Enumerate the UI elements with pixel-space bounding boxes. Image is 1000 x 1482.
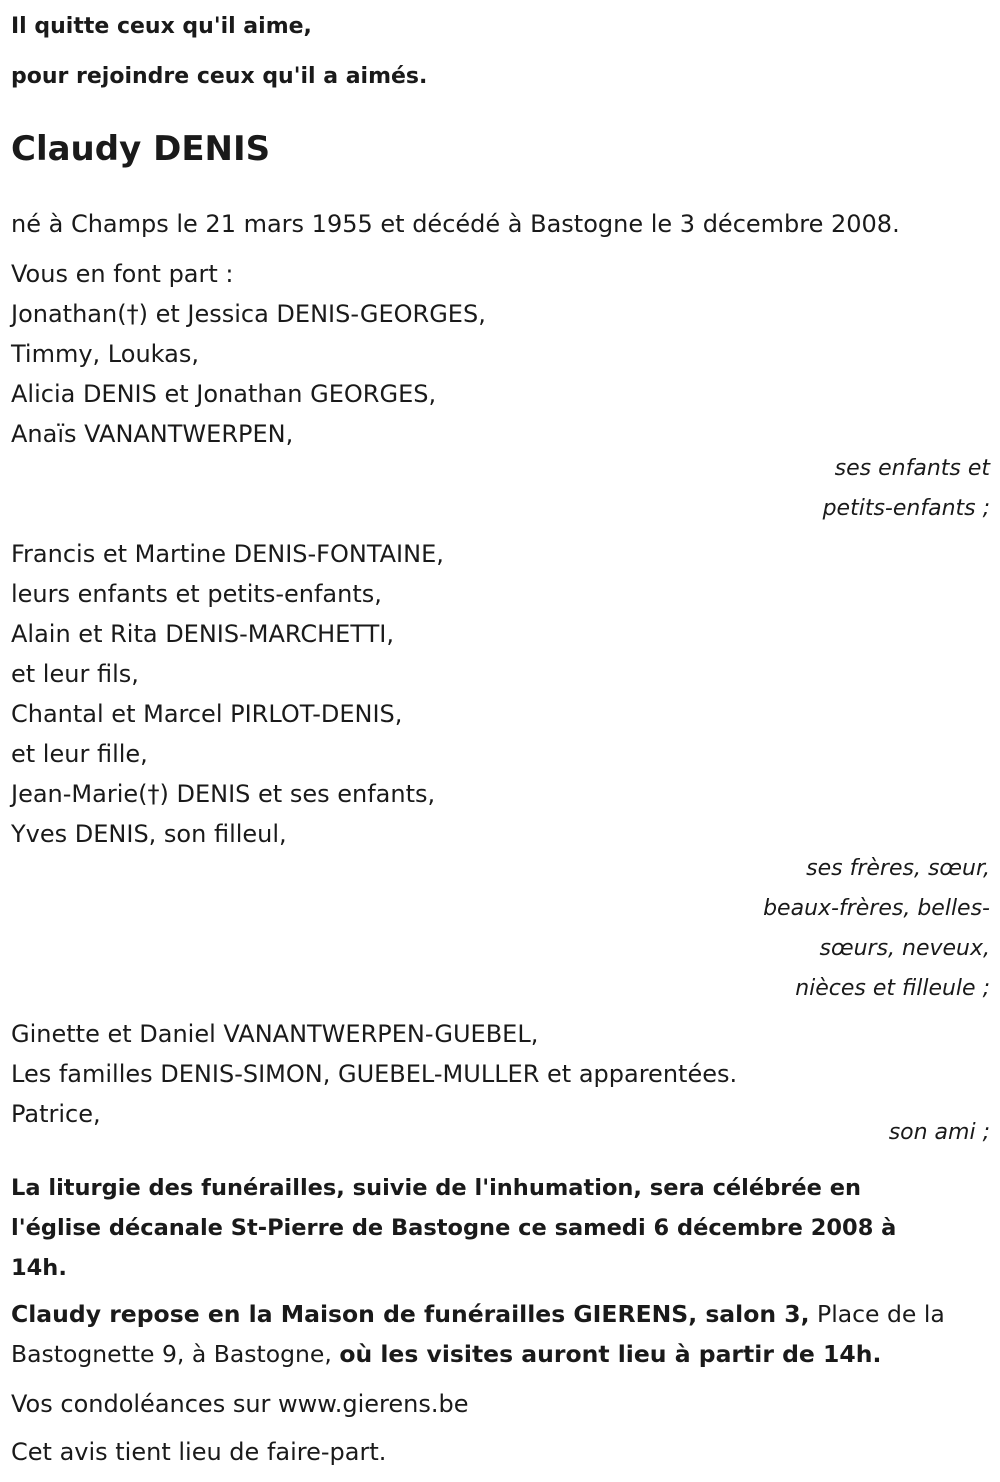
relationship-line: ses enfants et (834, 456, 990, 481)
notice-note: Cet avis tient lieu de faire-part. (11, 1438, 387, 1466)
relationship-line: beaux-frères, belles- (763, 896, 990, 921)
epitaph-line-1: Il quitte ceux qu'il aime, (11, 14, 312, 39)
relationship-line: petits-enfants ; (822, 496, 990, 521)
relationship-line: ses frères, sœur, (806, 856, 990, 881)
funeral-line: l'église décanale St-Pierre de Bastogne ce samedi 6 décembre 2008 à (11, 1215, 897, 1241)
relationship-label (11, 454, 990, 534)
family-member: et leur fils, (11, 660, 139, 688)
epitaph (11, 0, 990, 110)
family-member: Jonathan(†) et Jessica DENIS-GEORGES, (11, 300, 486, 328)
family-group-friends (11, 1014, 990, 1158)
family-member: leurs enfants et petits-enfants, (11, 580, 382, 608)
family-member: Les familles DENIS-SIMON, GUEBEL-MULLER et apparentées. (11, 1060, 738, 1088)
visitation-info (11, 1294, 990, 1374)
relationship-label (11, 1118, 990, 1158)
relationship-line: sœurs, neveux, (819, 936, 990, 961)
family-group-children (11, 294, 990, 534)
family-member: Patrice, (11, 1100, 101, 1128)
relationship-line: son ami ; (888, 1120, 990, 1145)
family-member: Alicia DENIS et Jonathan GEORGES, (11, 380, 437, 408)
visitation-line-2 (11, 1334, 990, 1374)
family-member: Chantal et Marcel PIRLOT-DENIS, (11, 700, 403, 728)
condolences-line: Vos condoléances sur www.gierens.be (11, 1390, 469, 1418)
family-member: Anaïs VANANTWERPEN, (11, 420, 294, 448)
family-member: et leur fille, (11, 740, 148, 768)
funeral-line: 14h. (11, 1255, 67, 1281)
family-member: Timmy, Loukas, (11, 340, 199, 368)
family-member: Jean-Marie(†) DENIS et ses enfants, (11, 780, 436, 808)
birth-death-line: né à Champs le 21 mars 1955 et décédé à Bastogne le 3 décembre 2008. (11, 210, 900, 238)
family-group-siblings (11, 534, 990, 1014)
visitation-address-text: Bastognette 9, à Bastogne, (11, 1340, 340, 1368)
relationship-label (11, 854, 990, 1014)
visitation-bold-text: Claudy repose en la Maison de funérailles GIERENS, salon 3, (11, 1300, 810, 1328)
family-member: Ginette et Daniel VANANTWERPEN-GUEBEL, (11, 1020, 539, 1048)
epitaph-line-2: pour rejoindre ceux qu'il a aimés. (11, 64, 428, 89)
deceased-name: Claudy DENIS (11, 129, 271, 169)
visitation-hours-text: où les visites auront lieu à partir de 14h. (339, 1340, 882, 1368)
family-member: Alain et Rita DENIS-MARCHETTI, (11, 620, 394, 648)
funeral-line: La liturgie des funérailles, suivie de l'inhumation, sera célébrée en (11, 1175, 861, 1201)
relationship-line: nièces et filleule ; (795, 976, 990, 1001)
notice-intro: Vous en font part : (11, 260, 234, 288)
funeral-info (11, 1168, 990, 1288)
visitation-address-text: Place de la (809, 1300, 945, 1328)
family-member: Francis et Martine DENIS-FONTAINE, (11, 540, 444, 568)
family-member: Yves DENIS, son filleul, (11, 820, 287, 848)
visitation-line-1 (11, 1294, 990, 1334)
